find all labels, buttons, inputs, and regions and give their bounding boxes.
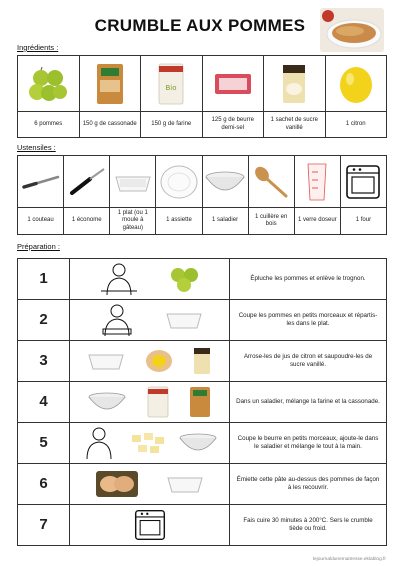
cassonade-bag-icon [79,56,141,112]
wooden-spoon-icon [248,156,294,208]
ustensile-label: 1 plat (ou 1 moule à gâteau) [110,208,156,235]
step-number: 1 [18,259,70,300]
ustensiles-heading: Ustensiles : [17,143,56,152]
ingredient-label: 1 sachet de sucre vanillé [264,112,326,138]
page-title: CRUMBLE AUX POMMES [94,16,306,35]
ingredient-label: 150 g de farine [141,112,203,138]
step-text: Émiette cette pâte au-dessus des pommes de façon à les recouvrir. [230,464,387,505]
step-number: 6 [18,464,70,505]
table-row [18,341,387,382]
ustensile-label: 1 four [340,208,386,235]
ustensile-label: 1 couteau [18,208,64,235]
baking-dish-icon [165,471,205,497]
apples-icon [18,56,80,112]
table-row [18,382,387,423]
oven-icon [340,156,386,208]
ingredient-label: 150 g de cassonade [79,112,141,138]
ustensile-label: 1 assiette [156,208,202,235]
plate-icon [156,156,202,208]
table-row [18,423,387,464]
oven-icon [133,508,167,542]
peeler-icon [64,156,110,208]
butter-icon [202,56,264,112]
step-text: Dans un saladier, mélange la farine et la cassonade. [230,382,387,423]
table-row [18,464,387,505]
ustensile-label: 1 économe [64,208,110,235]
crumble-photo [320,8,384,52]
baking-dish-icon [86,348,126,374]
step-number: 2 [18,300,70,341]
ustensiles-table [17,155,387,235]
step-text: Coupe les pommes en petits morceaux et répartis-les dans le plat. [230,300,387,341]
preparation-heading: Préparation : [17,242,60,251]
apples-icon [168,265,202,293]
step-number: 5 [18,423,70,464]
child-cutting-icon [95,302,139,338]
step-text: Fais cuire 30 minutes à 200°C. Sers le crumble tiède ou froid. [230,505,387,546]
table-row [18,300,387,341]
svg-text:Bio: Bio [165,83,177,92]
footer-credit: lejournaldunemaitresse.eklablog.fr [312,557,386,562]
step-text: Épluche les pommes et enlève le trognon. [230,259,387,300]
ingredient-label: 125 g de beurre demi-sel [202,112,264,138]
measuring-cup-icon [294,156,340,208]
bowl-icon [177,430,219,456]
child-mixing-icon [80,425,118,461]
hands-crumbling-icon [94,469,140,499]
step-number: 3 [18,341,70,382]
preparation-table [17,258,387,546]
ustensile-label: 1 verre doseur [294,208,340,235]
table-row [18,505,387,546]
vanilla-sugar-icon [264,56,326,112]
ingredients-heading: Ingrédients : [17,43,59,52]
ingredient-label: 1 citron [325,112,387,138]
ingredients-table [17,55,387,138]
step-text: Arrose-les de jus de citron et saupoudre-les de sucre vanillé. [230,341,387,382]
child-peeling-icon [97,261,141,297]
vanilla-sugar-icon [191,346,213,376]
flour-bag-icon [145,385,171,419]
baking-dish-icon [164,307,204,333]
knife-icon [18,156,64,208]
step-number: 4 [18,382,70,423]
lemon-icon [325,56,387,112]
baking-dish-icon [110,156,156,208]
cassonade-bag-icon [187,385,213,419]
ustensile-label: 1 saladier [202,208,248,235]
step-number: 7 [18,505,70,546]
table-row [18,259,387,300]
bowl-icon [202,156,248,208]
bowl-icon [86,389,128,415]
step-text: Coupe le beurre en petits morceaux, ajoute-le dans le saladier et mélange le tout à la main. [230,423,387,464]
flour-bag-icon [141,56,203,112]
butter-pieces-icon [128,429,168,457]
ustensile-label: 1 cuillère en bois [248,208,294,235]
lemon-squeeze-icon [142,346,176,376]
ingredient-label: 6 pommes [18,112,80,138]
